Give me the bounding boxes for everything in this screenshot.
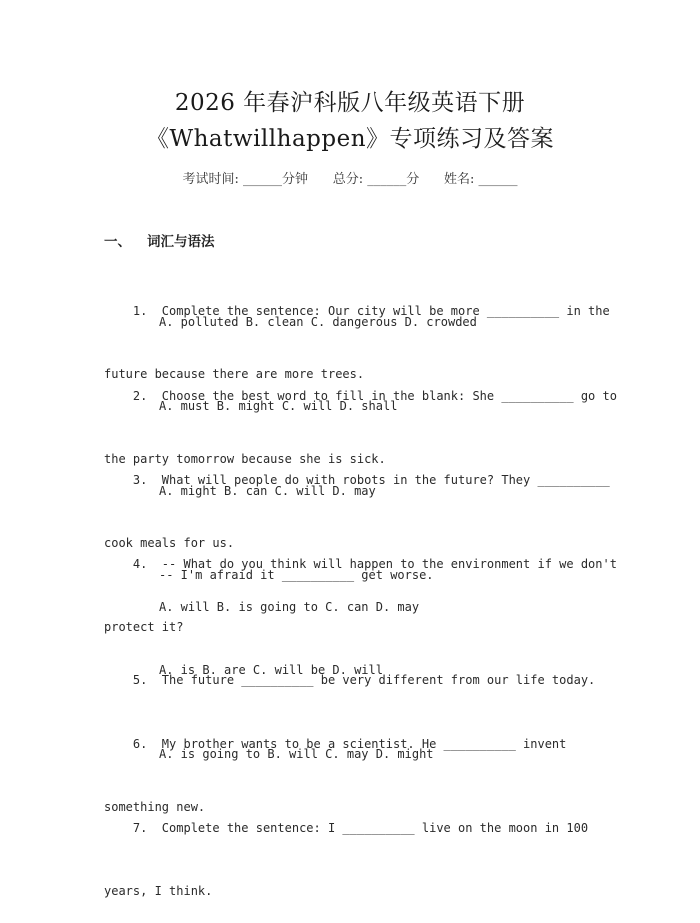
question-text-continued: future because there are more trees. [104,367,365,381]
question-1-options: A. polluted B. clean C. dangerous D. crowded [159,315,477,329]
question-text: 2. Choose the best word to fill in the blank: She __________ go to [104,389,617,403]
section-heading [104,230,215,250]
question-text: 1. Complete the sentence: Our city will be more __________ in the [104,304,610,318]
question-7 [104,776,594,923]
question-text-continued: cook meals for us. [104,536,235,550]
question-text: 3. What will people do with robots in the future? They __________ [104,473,610,487]
question-text: 7. Complete the sentence: I __________ live on the moon in 100 [104,821,589,835]
section-number: 一、 [104,234,131,250]
question-4-options: A. will B. is going to C. can D. may [159,600,420,614]
document-title-line2: 《Whatwillhappen》专项练习及答案 [145,126,555,152]
section-title: 词汇与语法 [147,234,215,250]
question-6-options: A. is going to B. will C. may D. might [159,747,434,761]
question-4-dialogue: -- I'm afraid it __________ get worse. [159,568,434,582]
question-text-continued: something new. [104,800,206,814]
question-2-options: A. must B. might C. will D. shall [159,399,398,413]
question-text: 6. My brother wants to be a scientist. He __________ invent [104,737,567,751]
question-3-options: A. might B. can C. will D. may [159,484,376,498]
document-title-line1: 2026 年春沪科版八年级英语下册 [174,90,526,116]
question-text: 4. -- What do you think will happen to the environment if we don't [104,557,617,571]
question-text-continued: protect it? [104,620,184,634]
question-text-continued: years, I think. [104,884,213,898]
question-text: 5. The future __________ be very different from our life today. [104,673,596,687]
question-5-options: A. is B. are C. will be D. will [159,663,383,677]
question-text-continued: the party tomorrow because she is sick. [104,452,386,466]
exam-info-line: 考试时间: ______分钟 总分: ______分 姓名: ______ [182,172,518,187]
